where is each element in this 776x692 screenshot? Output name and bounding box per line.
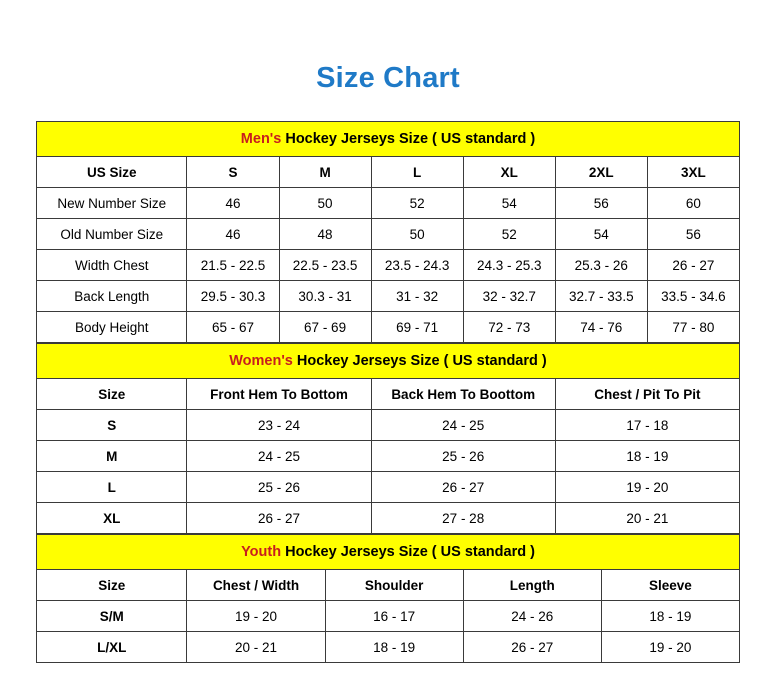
youth-header-1: Chest / Width [187,570,325,601]
youth-row-1-val-0: 20 - 21 [187,632,325,663]
womens-row-2-label: L [37,472,187,503]
youth-banner-cell [37,535,740,570]
mens-row-1-val-0: 46 [187,219,279,250]
womens-banner-row [37,344,740,379]
table-row [37,312,740,343]
womens-header-0: Size [37,379,187,410]
mens-row-0-val-0: 46 [187,188,279,219]
mens-row-4-val-4: 74 - 76 [555,312,647,343]
mens-banner-accent: Men's [240,131,282,147]
youth-row-1-val-3: 19 - 20 [601,632,739,663]
mens-row-1-val-4: 54 [555,219,647,250]
youth-header-2: Shoulder [325,570,463,601]
youth-header-row [37,570,740,601]
mens-row-1-label: Old Number Size [37,219,187,250]
womens-row-3-val-1: 27 - 28 [371,503,555,534]
youth-banner-accent: Youth [241,544,282,560]
mens-row-0-val-4: 56 [555,188,647,219]
womens-header-3: Chest / Pit To Pit [555,379,739,410]
mens-row-2-val-3: 24.3 - 25.3 [463,250,555,281]
youth-header-4: Sleeve [601,570,739,601]
mens-row-2-val-4: 25.3 - 26 [555,250,647,281]
womens-row-2-val-1: 26 - 27 [371,472,555,503]
mens-header-row [37,157,740,188]
mens-row-4-val-1: 67 - 69 [279,312,371,343]
table-row [37,188,740,219]
table-row [37,219,740,250]
youth-row-0-val-1: 16 - 17 [325,601,463,632]
youth-row-0-val-3: 18 - 19 [601,601,739,632]
youth-header-0: Size [37,570,187,601]
womens-header-1: Front Hem To Bottom [187,379,371,410]
womens-row-3-label: XL [37,503,187,534]
mens-header-6: 3XL [647,157,739,188]
womens-row-3-val-0: 26 - 27 [187,503,371,534]
mens-row-2-val-5: 26 - 27 [647,250,739,281]
mens-row-3-label: Back Length [37,281,187,312]
mens-row-2-val-1: 22.5 - 23.5 [279,250,371,281]
table-row [37,472,740,503]
mens-row-0-label: New Number Size [37,188,187,219]
mens-row-2-label: Width Chest [37,250,187,281]
youth-banner-rest: Hockey Jerseys Size ( US standard ) [281,544,535,560]
youth-banner-row [37,535,740,570]
youth-size-table [36,534,740,663]
table-row [37,441,740,472]
mens-row-3-val-2: 31 - 32 [371,281,463,312]
mens-row-4-val-5: 77 - 80 [647,312,739,343]
youth-row-1-val-2: 26 - 27 [463,632,601,663]
tables-container [36,121,740,663]
mens-row-0-val-2: 52 [371,188,463,219]
mens-row-0-val-3: 54 [463,188,555,219]
womens-banner-accent: Women's [229,353,293,369]
page-title: Size Chart [316,62,460,94]
mens-row-3-val-3: 32 - 32.7 [463,281,555,312]
mens-header-0: US Size [37,157,187,188]
mens-row-2-val-2: 23.5 - 24.3 [371,250,463,281]
womens-row-0-val-0: 23 - 24 [187,410,371,441]
mens-row-3-val-0: 29.5 - 30.3 [187,281,279,312]
mens-row-4-val-3: 72 - 73 [463,312,555,343]
womens-row-1-label: M [37,441,187,472]
table-row [37,281,740,312]
mens-header-4: XL [463,157,555,188]
table-row [37,503,740,534]
mens-row-3-val-5: 33.5 - 34.6 [647,281,739,312]
mens-row-3-val-4: 32.7 - 33.5 [555,281,647,312]
mens-row-4-val-0: 65 - 67 [187,312,279,343]
mens-row-1-val-3: 52 [463,219,555,250]
youth-row-1-label: L/XL [37,632,187,663]
mens-banner-cell [37,122,740,157]
mens-row-4-val-2: 69 - 71 [371,312,463,343]
mens-row-4-label: Body Height [37,312,187,343]
youth-header-3: Length [463,570,601,601]
youth-row-0-label: S/M [37,601,187,632]
womens-row-3-val-2: 20 - 21 [555,503,739,534]
womens-row-1-val-2: 18 - 19 [555,441,739,472]
table-row [37,601,740,632]
womens-banner-cell [37,344,740,379]
mens-header-5: 2XL [555,157,647,188]
womens-row-1-val-0: 24 - 25 [187,441,371,472]
mens-banner-row [37,122,740,157]
youth-row-1-val-1: 18 - 19 [325,632,463,663]
table-row [37,410,740,441]
womens-row-2-val-0: 25 - 26 [187,472,371,503]
womens-row-1-val-1: 25 - 26 [371,441,555,472]
mens-row-3-val-1: 30.3 - 31 [279,281,371,312]
mens-row-1-val-2: 50 [371,219,463,250]
mens-size-table [36,121,740,343]
womens-row-0-val-1: 24 - 25 [371,410,555,441]
womens-row-0-val-2: 17 - 18 [555,410,739,441]
womens-header-2: Back Hem To Boottom [371,379,555,410]
mens-row-0-val-1: 50 [279,188,371,219]
mens-row-2-val-0: 21.5 - 22.5 [187,250,279,281]
mens-row-1-val-5: 56 [647,219,739,250]
mens-header-3: L [371,157,463,188]
mens-row-0-val-5: 60 [647,188,739,219]
womens-banner-rest: Hockey Jerseys Size ( US standard ) [292,353,547,369]
mens-banner-rest: Hockey Jerseys Size ( US standard ) [281,131,536,147]
table-row [37,250,740,281]
mens-header-1: S [187,157,279,188]
womens-row-2-val-2: 19 - 20 [555,472,739,503]
womens-row-0-label: S [37,410,187,441]
mens-row-1-val-1: 48 [279,219,371,250]
womens-header-row [37,379,740,410]
youth-row-0-val-0: 19 - 20 [187,601,325,632]
womens-size-table [36,343,740,534]
mens-header-2: M [279,157,371,188]
youth-row-0-val-2: 24 - 26 [463,601,601,632]
table-row [37,632,740,663]
